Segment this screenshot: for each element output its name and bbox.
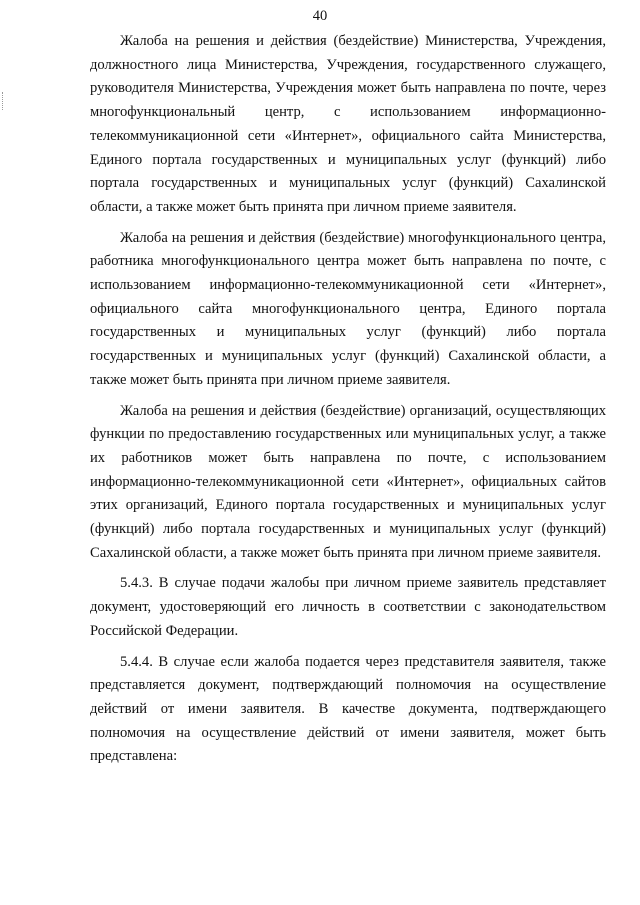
paragraph-complaint-mfc: Жалоба на решения и действия (бездействие) многофункционального центра, работника многофункционального центра может быть направлена по почте, с использованием информационно-телекоммуникационной сети «Интернет», официального сайта многофункционального центра, Единого портала государственных и муниципальных услуг (функций) либо портала государственных и муниципальных услуг (функций) Сахалинской области, а также может быть принята при личном приеме заявителя. [90, 229, 606, 388]
paragraph-complaint-ministry: Жалоба на решения и действия (бездействие) Министерства, Учреждения, должностного лица Министерства, Учреждения, государственного служащего, руководителя Министерства, Учреждения может быть направлена по почте, через многофункциональный центр, с использованием информационно-телекоммуникационной сети «Интернет», официального сайта Министерства, Единого портала государственных и муниципальных услуг (функций) либо портала государственных и муниципальных услуг (функций) Сахалинской области, а также может быть принята при личном приеме заявителя. [90, 33, 606, 215]
paragraph-5-4-3: 5.4.3. В случае подачи жалобы при личном приеме заявитель представляет документ, удостоверяющий его личность в соответствии с законодательством Российской Федерации. [90, 575, 606, 639]
paragraph-5-4-4: 5.4.4. В случае если жалоба подается через представителя заявителя, также представляется документ, подтверждающий полномочия на осуществление действий от имени заявителя. В качестве документа, подтверждающего полномочия на осуществление действий от имени заявителя, может быть представлена: [90, 653, 606, 765]
margin-scan-mark [2, 92, 5, 110]
document-body [90, 30, 606, 776]
paragraph-complaint-organizations: Жалоба на решения и действия (бездействие) организаций, осуществляющих функции по предоставлению государственных или муниципальных услуг, а также их работников может быть направлена по почте, с использованием информационно-телекоммуникационной сети «Интернет», официальных сайтов этих организаций, Единого портала государственных и муниципальных услуг (функций) либо портала государственных и муниципальных услуг (функций) Сахалинской области, а также может быть принята при личном приеме заявителя. [90, 402, 606, 561]
page-number: 40 [312, 8, 328, 24]
